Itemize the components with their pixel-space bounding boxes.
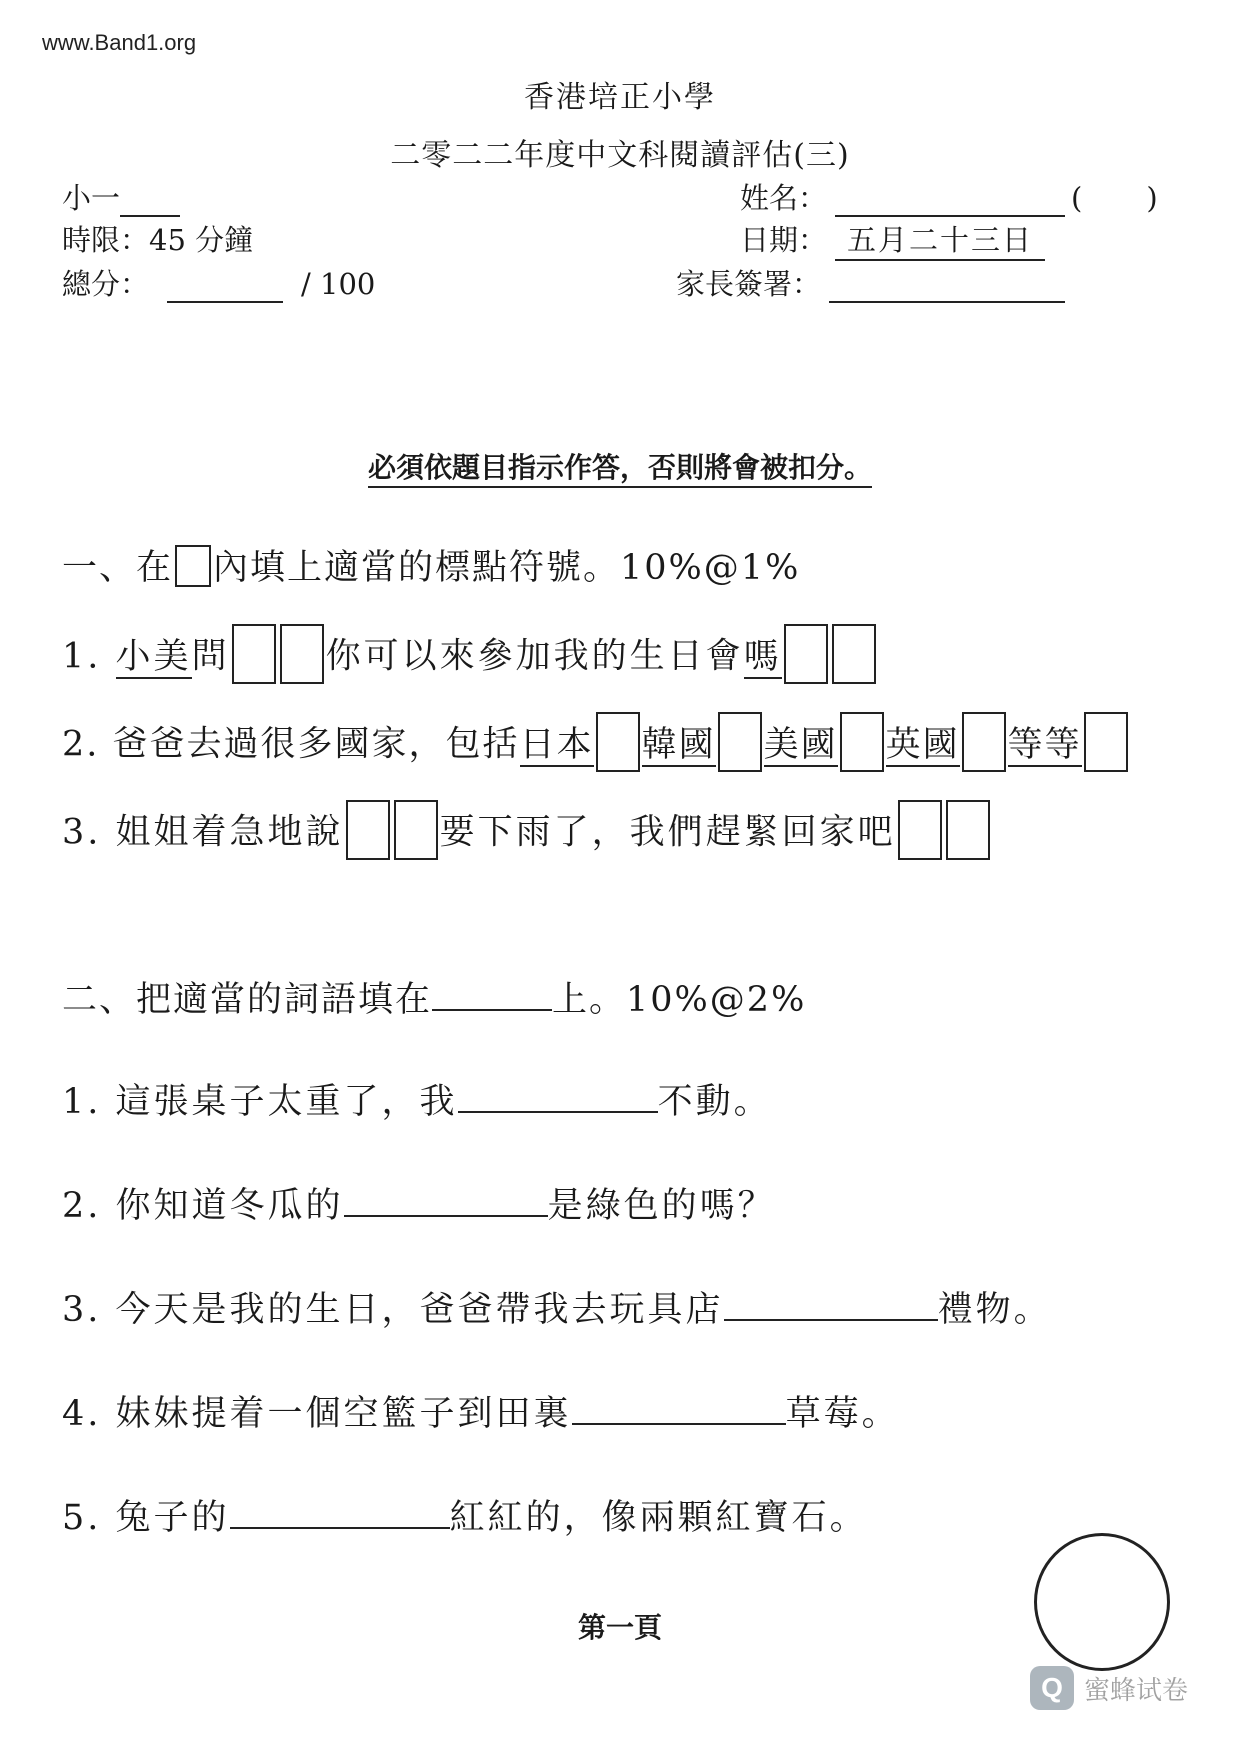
score-total: / 100 [301, 267, 376, 301]
s2-question-4: 4. 妹妹提着一個空籃子到田裏 草莓。 [62, 1394, 900, 1434]
bee-logo-icon: Q [1030, 1666, 1074, 1710]
answer-blank[interactable] [344, 1185, 548, 1217]
punctuation-box[interactable] [718, 712, 762, 772]
s2-question-3: 3. 今天是我的生日，爸爸帶我去玩具店 禮物。 [62, 1290, 1052, 1330]
score-field [62, 262, 375, 303]
punctuation-box[interactable] [596, 712, 640, 772]
punctuation-box[interactable] [962, 712, 1006, 772]
answer-blank[interactable] [572, 1393, 786, 1425]
score-label: 總分： [62, 267, 150, 301]
logo-text: 蜜蜂试卷 [1084, 1675, 1189, 1706]
punctuation-box[interactable] [832, 624, 876, 684]
answer-blank[interactable] [458, 1081, 658, 1113]
example-blank [432, 979, 552, 1011]
punctuation-box[interactable] [394, 800, 438, 860]
section1-heading: 一、在 內填上適當的標點符號。10%@1% [62, 540, 800, 591]
punctuation-box[interactable] [946, 800, 990, 860]
answer-blank[interactable] [230, 1497, 450, 1529]
punctuation-box[interactable] [280, 624, 324, 684]
name-label: 姓名： [740, 181, 828, 215]
date-label: 日期： [740, 223, 828, 257]
s1-question-1: 1. 小美問 你可以來參加我的生日會嗎 [62, 628, 878, 688]
class-number-open: ( [1071, 181, 1083, 215]
instruction: 必須依題目指示作答，否則將會被扣分。 [0, 446, 1240, 486]
section2-heading: 二、把適當的詞語填在 上。10%@2% [62, 980, 807, 1020]
score-blank[interactable] [167, 275, 283, 303]
s2-question-1: 1. 這張桌子太重了，我 不動。 [62, 1082, 772, 1122]
page-number: 第一頁 [577, 1611, 662, 1644]
s2-question-5: 5. 兔子的 紅紅的，像兩顆紅寶石。 [62, 1498, 868, 1538]
score-circle[interactable] [1034, 1533, 1170, 1671]
punctuation-box[interactable] [346, 800, 390, 860]
class-number-close: ) [1146, 181, 1158, 215]
date-field [740, 218, 1045, 259]
class-field [62, 176, 180, 217]
name-field [740, 176, 1158, 217]
punctuation-box[interactable] [840, 712, 884, 772]
school-name: 香港培正小學 [524, 80, 716, 115]
proper-noun-underline: 小美 [115, 636, 192, 677]
parent-sign-label: 家長簽署： [676, 267, 822, 301]
answer-blank[interactable] [724, 1289, 938, 1321]
time-limit: 時限：45 分鐘 [62, 223, 254, 257]
punctuation-box[interactable] [898, 800, 942, 860]
punctuation-box[interactable] [1084, 712, 1128, 772]
class-blank[interactable] [120, 189, 180, 217]
punctuation-box[interactable] [232, 624, 276, 684]
class-label: 小一 [62, 181, 121, 215]
s1-question-3: 3. 姐姐着急地說 要下雨了，我們趕緊回家吧 [62, 804, 992, 864]
punctuation-box[interactable] [784, 624, 828, 684]
s1-question-2: 2. 爸爸去過很多國家，包括日本 韓國 美國 英國 等等 [62, 716, 1130, 776]
date-value: 五月二十三日 [835, 223, 1045, 261]
s2-question-2: 2. 你知道冬瓜的 是綠色的嗎？ [62, 1186, 776, 1226]
name-blank[interactable] [835, 189, 1065, 217]
logo-watermark [1030, 1666, 1188, 1710]
exam-title: 二零二二年度中文科閱讀評估(三) [390, 138, 850, 173]
watermark-url: www.Band1.org [42, 30, 197, 55]
parent-sign-field [676, 262, 1065, 303]
example-box [175, 545, 211, 587]
parent-sign-blank[interactable] [829, 275, 1065, 303]
